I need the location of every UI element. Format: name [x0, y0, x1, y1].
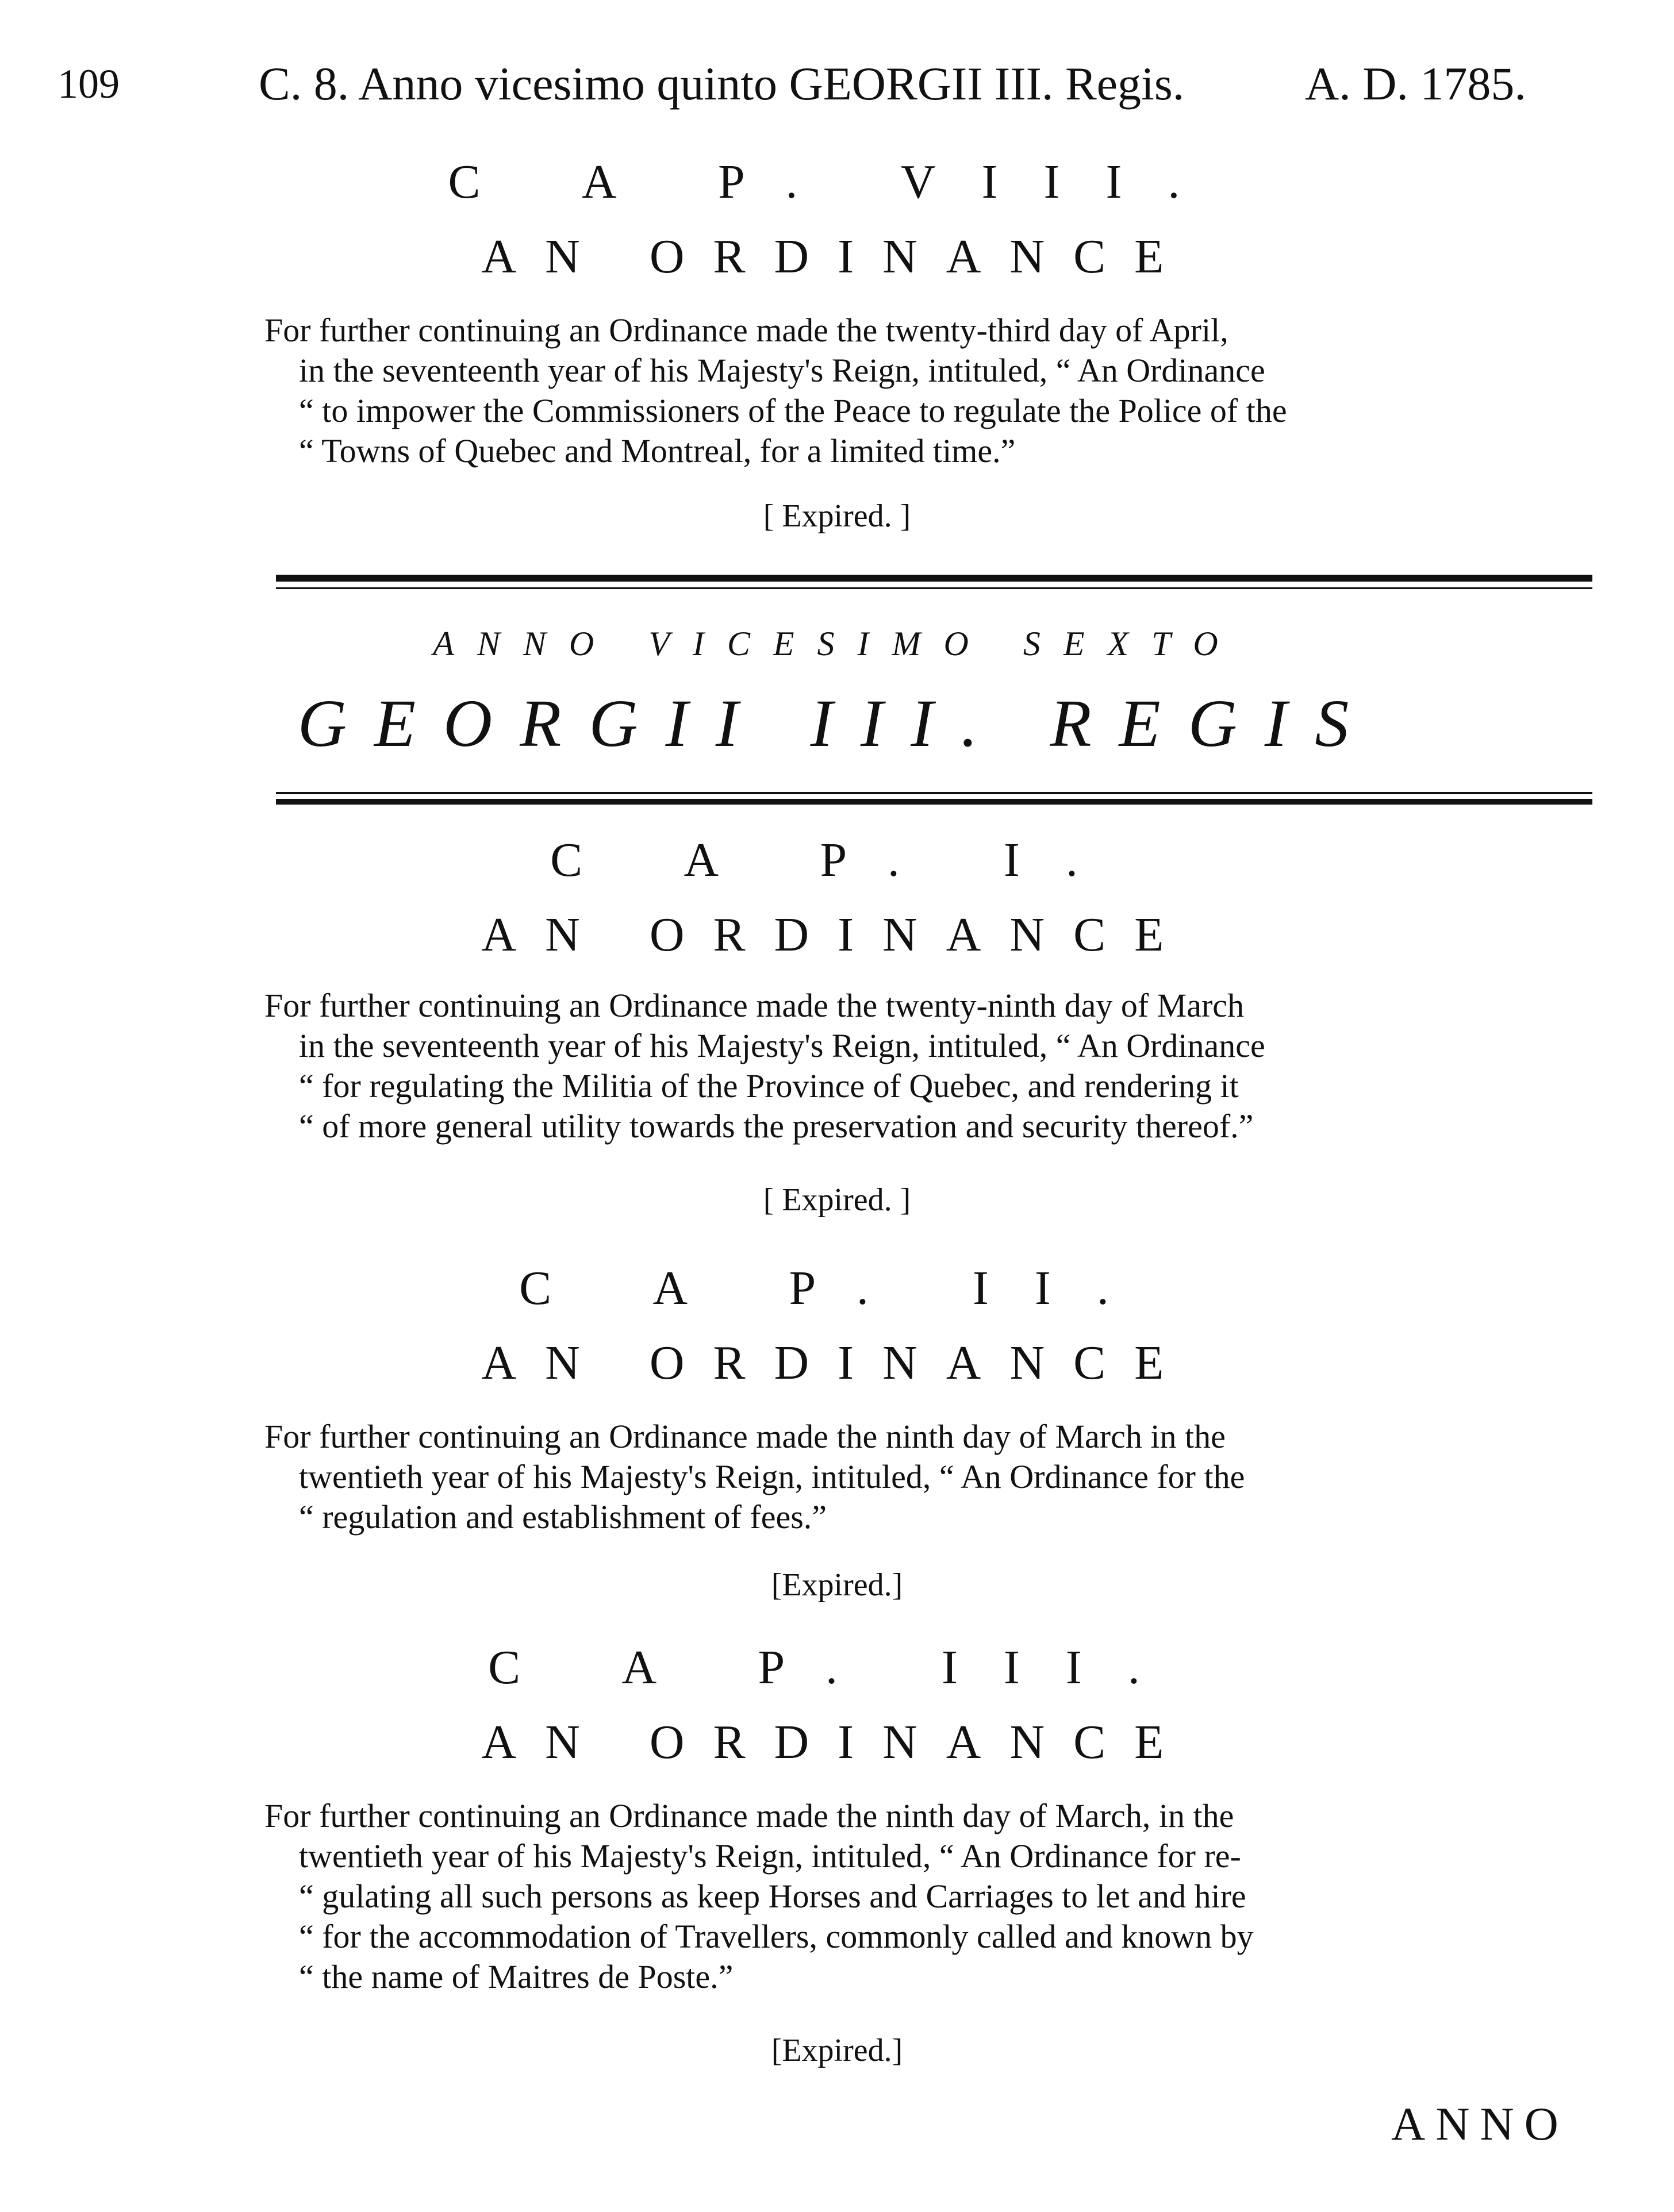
text-line: “ of more general utility towards the preservation and security thereof.” [299, 1107, 1254, 1145]
expired-note: [ Expired. ] [763, 1182, 911, 1218]
text-line: “ for regulating the Militia of the Province of Quebec, and rendering it [299, 1067, 1239, 1105]
session-heading-line1: ANNO VICESIMO SEXTO [433, 625, 1241, 663]
ordinance-text [264, 1417, 1245, 1537]
thin-rule [276, 792, 1592, 794]
cap-heading: C A P. III. [488, 1641, 1186, 1694]
text-line: “ to impower the Commissioners of the Peace to regulate the Police of the [299, 392, 1287, 429]
text-line: For further continuing an Ordinance made the twenty-third day of April, [264, 311, 1228, 349]
text-line: “ regulation and establishment of fees.” [299, 1498, 827, 1536]
cap-heading: C A P. I. [550, 833, 1124, 887]
expired-note: [Expired.] [771, 1567, 903, 1603]
ordinance-heading: AN ORDINANCE [481, 1715, 1193, 1769]
text-line: “ for the accommodation of Travellers, commonly called and known by [299, 1918, 1254, 1955]
text-line: twentieth year of his Majesty's Reign, intituled, “ An Ordinance for re- [299, 1837, 1241, 1875]
text-line: in the seventeenth year of his Majesty's Reign, intituled, “ An Ordinance [299, 1027, 1265, 1064]
text-line: in the seventeenth year of his Majesty's Reign, intituled, “ An Ordinance [299, 352, 1265, 389]
text-line: For further continuing an Ordinance made the twenty-ninth day of March [264, 987, 1245, 1024]
expired-note: [ Expired. ] [763, 498, 911, 534]
cap-heading: C A P. II. [519, 1261, 1155, 1315]
catchword: ANNO [1391, 2098, 1569, 2150]
session-heading-line2: GEORGII III. REGIS [297, 686, 1377, 761]
thick-rule [276, 799, 1592, 805]
text-line: “ gulating all such persons as keep Horses and Carriages to let and hire [299, 1878, 1246, 1915]
running-head-year: A. D. 1785. [1305, 57, 1526, 110]
ordinance-heading: AN ORDINANCE [481, 1336, 1193, 1390]
expired-note: [Expired.] [771, 2033, 903, 2068]
ordinance-heading: AN ORDINANCE [481, 908, 1193, 961]
ordinance-heading: AN ORDINANCE [481, 230, 1193, 283]
text-line: twentieth year of his Majesty's Reign, intituled, “ An Ordinance for the [299, 1458, 1245, 1495]
thin-rule [276, 587, 1592, 589]
text-line: “ the name of Maitres de Poste.” [299, 1958, 734, 1995]
running-head-title: C. 8. Anno vicesimo quinto GEORGII III. Regis. [259, 57, 1185, 110]
text-line: For further continuing an Ordinance made the ninth day of March in the [264, 1418, 1226, 1455]
ordinance-text [264, 986, 1265, 1147]
ordinance-text [264, 310, 1287, 471]
text-line: “ Towns of Quebec and Montreal, for a limited time.” [299, 432, 1016, 470]
page-number: 109 [57, 61, 120, 107]
text-line: For further continuing an Ordinance made the ninth day of March, in the [264, 1797, 1234, 1834]
cap-heading: C A P. VIII. [448, 155, 1226, 209]
ordinance-text [264, 1796, 1254, 1997]
thick-rule [276, 575, 1592, 582]
